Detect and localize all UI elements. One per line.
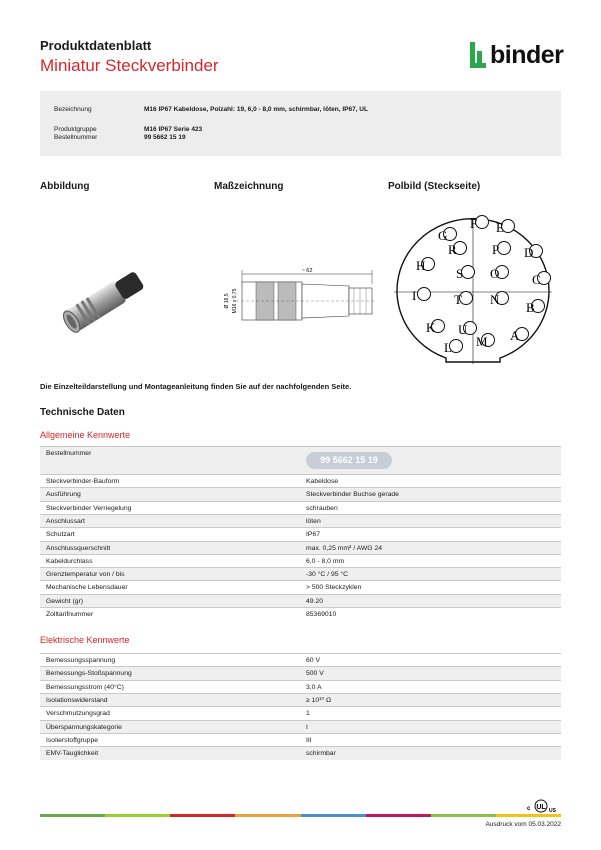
row-key: Mechanische Lebensdauer [46,584,128,592]
row-key: Überspannungskategorie [46,723,122,731]
row-value: > 500 Steckzyklen [306,584,362,592]
electrical-title: Elektrische Kennwerte [40,635,130,645]
pin-contact [476,216,489,229]
row-value: schirmbar [306,750,336,758]
footer-bar-segment [105,814,170,817]
row-value: löten [306,517,321,525]
pin-label: C [532,272,541,287]
assembly-note: Die Einzelteildarstellung und Montageanleitung finden Sie auf der nachfolgenden Seite. [40,382,352,391]
table-row [40,567,561,581]
row-key: Anschlussquerschnitt [46,544,111,552]
doc-type: Produktdatenblatt [40,38,152,53]
row-value: 1 [306,710,310,718]
row-value: schrauben [306,504,338,512]
pin-label: D [524,245,534,260]
length-label: ~ 62 [301,268,313,274]
row-value: 60 V [306,657,320,664]
row-key: Bemessungsspannung [46,657,116,664]
table-row [40,666,561,680]
pin-contact [462,266,475,279]
pin-label: K [426,320,436,335]
row-value: 85369010 [306,611,337,618]
pin-label: S [456,266,464,281]
row-key: Schutzart [46,531,75,539]
row-value: III [306,736,312,744]
pin-label: F [470,216,478,231]
pin-label: U [458,322,468,337]
binder-logo-icon [468,40,488,70]
pin-label: L [444,340,452,355]
row-key: Bemessungsstrom (40°C) [46,683,124,691]
section-polbild: Polbild (Steckseite) [388,181,481,192]
row-key: Grenztemperatur von / bis [46,571,125,579]
row-value: Steckverbinder Buchse gerade [306,491,399,499]
section-abbildung: Abbildung [40,181,90,192]
svg-text:UL: UL [536,804,546,811]
pin-label: O [490,266,500,281]
row-key: Anschlussart [46,517,85,525]
table-row [40,706,561,720]
order-label: Bestellnummer [46,450,92,457]
row-key: Isolationswiderstand [46,696,108,704]
brand-name: binder [490,41,564,69]
row-key: EMV-Tauglichkeit [46,750,99,758]
pin-contact [498,242,511,255]
footer-bar-segment [366,814,431,817]
pin-label: A [510,328,520,343]
table-row [40,653,561,667]
pin-contact [418,288,431,301]
table-row [40,746,561,760]
row-value: 500 V [306,670,324,678]
info-value: 99 5662 15 19 [144,134,186,141]
order-number-badge: 99 5662 15 19 [306,452,392,469]
row-key: Isolierstoffgruppe [46,736,99,744]
row-value: Kabeldose [306,478,339,485]
general-title: Allgemeine Kennwerte [40,430,131,440]
row-value: ≥ 10¹⁰ Ω [306,696,332,704]
pin-label: T [454,292,462,307]
pin-label: N [490,292,500,307]
row-value: -30 °C / 95 °C [306,571,349,579]
table-row [40,487,561,501]
table-row [40,693,561,707]
row-key: Steckverbinder Verriegelung [46,504,132,512]
tech-title: Technische Daten [40,407,125,418]
pin-label: H [416,258,426,273]
table-row [40,554,561,568]
row-value: 3,0 A [306,683,322,691]
thread-label: M16 x 0,75 [232,288,238,314]
footer-bar-segment [40,814,105,817]
svg-text:US: US [549,808,556,813]
row-value: IP67 [306,531,320,539]
table-row [40,594,561,608]
row-value: max. 0,25 mm² / AWG 24 [306,544,383,552]
table-row [40,580,561,594]
table-row [40,733,561,747]
order-row [40,446,561,475]
ul-cert-icon [527,799,563,813]
table-row [40,527,561,541]
footer-color-bar [40,814,561,817]
row-key: Steckverbinder-Bauform [46,478,120,485]
info-value: M16 IP67 Serie 423 [144,126,203,133]
svg-text:c: c [527,806,531,812]
footer-bar-segment [431,814,496,817]
footer-bar-segment [301,814,366,817]
diameter-label: Ø 18,5 [224,293,230,309]
pin-label: R [448,242,457,257]
pin-label: G [438,228,448,243]
table-row [40,680,561,694]
table-row [40,720,561,734]
info-box [40,91,561,156]
pin-label: I [412,288,417,303]
row-key: Bemessungs-Stoßspannung [46,670,132,678]
row-key: Zolltarifnummer [46,611,94,618]
row-key: Ausführung [46,491,81,499]
row-value: I [306,723,308,731]
info-label: Bestellnummer [54,134,98,141]
footer-bar-segment [496,814,561,817]
pin-label: E [496,220,504,235]
pin-label: M [476,334,488,349]
table-row [40,541,561,555]
table-row [40,474,561,488]
info-value: M16 IP67 Kabeldose, Polzahl: 19, 6,0 - 8,0 mm, schirmbar, löten, IP67, UL [144,106,368,113]
product-family: Miniatur Steckverbinder [40,56,219,75]
row-value: 49.20 [306,597,324,605]
table-row [40,514,561,528]
info-label: Bezeichnung [54,106,92,113]
brand-logo [468,40,564,72]
print-date: Ausdruck vom 05.03.2022 [485,821,561,828]
row-key: Kabeldurchlass [46,557,93,565]
pin-layout [388,212,558,372]
row-key: Verschmutzungsgrad [46,710,110,718]
info-label: Produktgruppe [54,126,97,133]
table-row [40,501,561,515]
footer-bar-segment [170,814,235,817]
pin-label: P [492,242,500,257]
section-masszeichnung: Maßzeichnung [214,181,284,192]
dimension-drawing [214,262,384,332]
product-image [48,262,158,342]
row-value: 6,0 - 8,0 mm [306,557,345,565]
pin-label: B [526,300,535,315]
table-row [40,607,561,621]
footer-bar-segment [235,814,300,817]
row-key: Gewicht (gr) [46,597,84,605]
